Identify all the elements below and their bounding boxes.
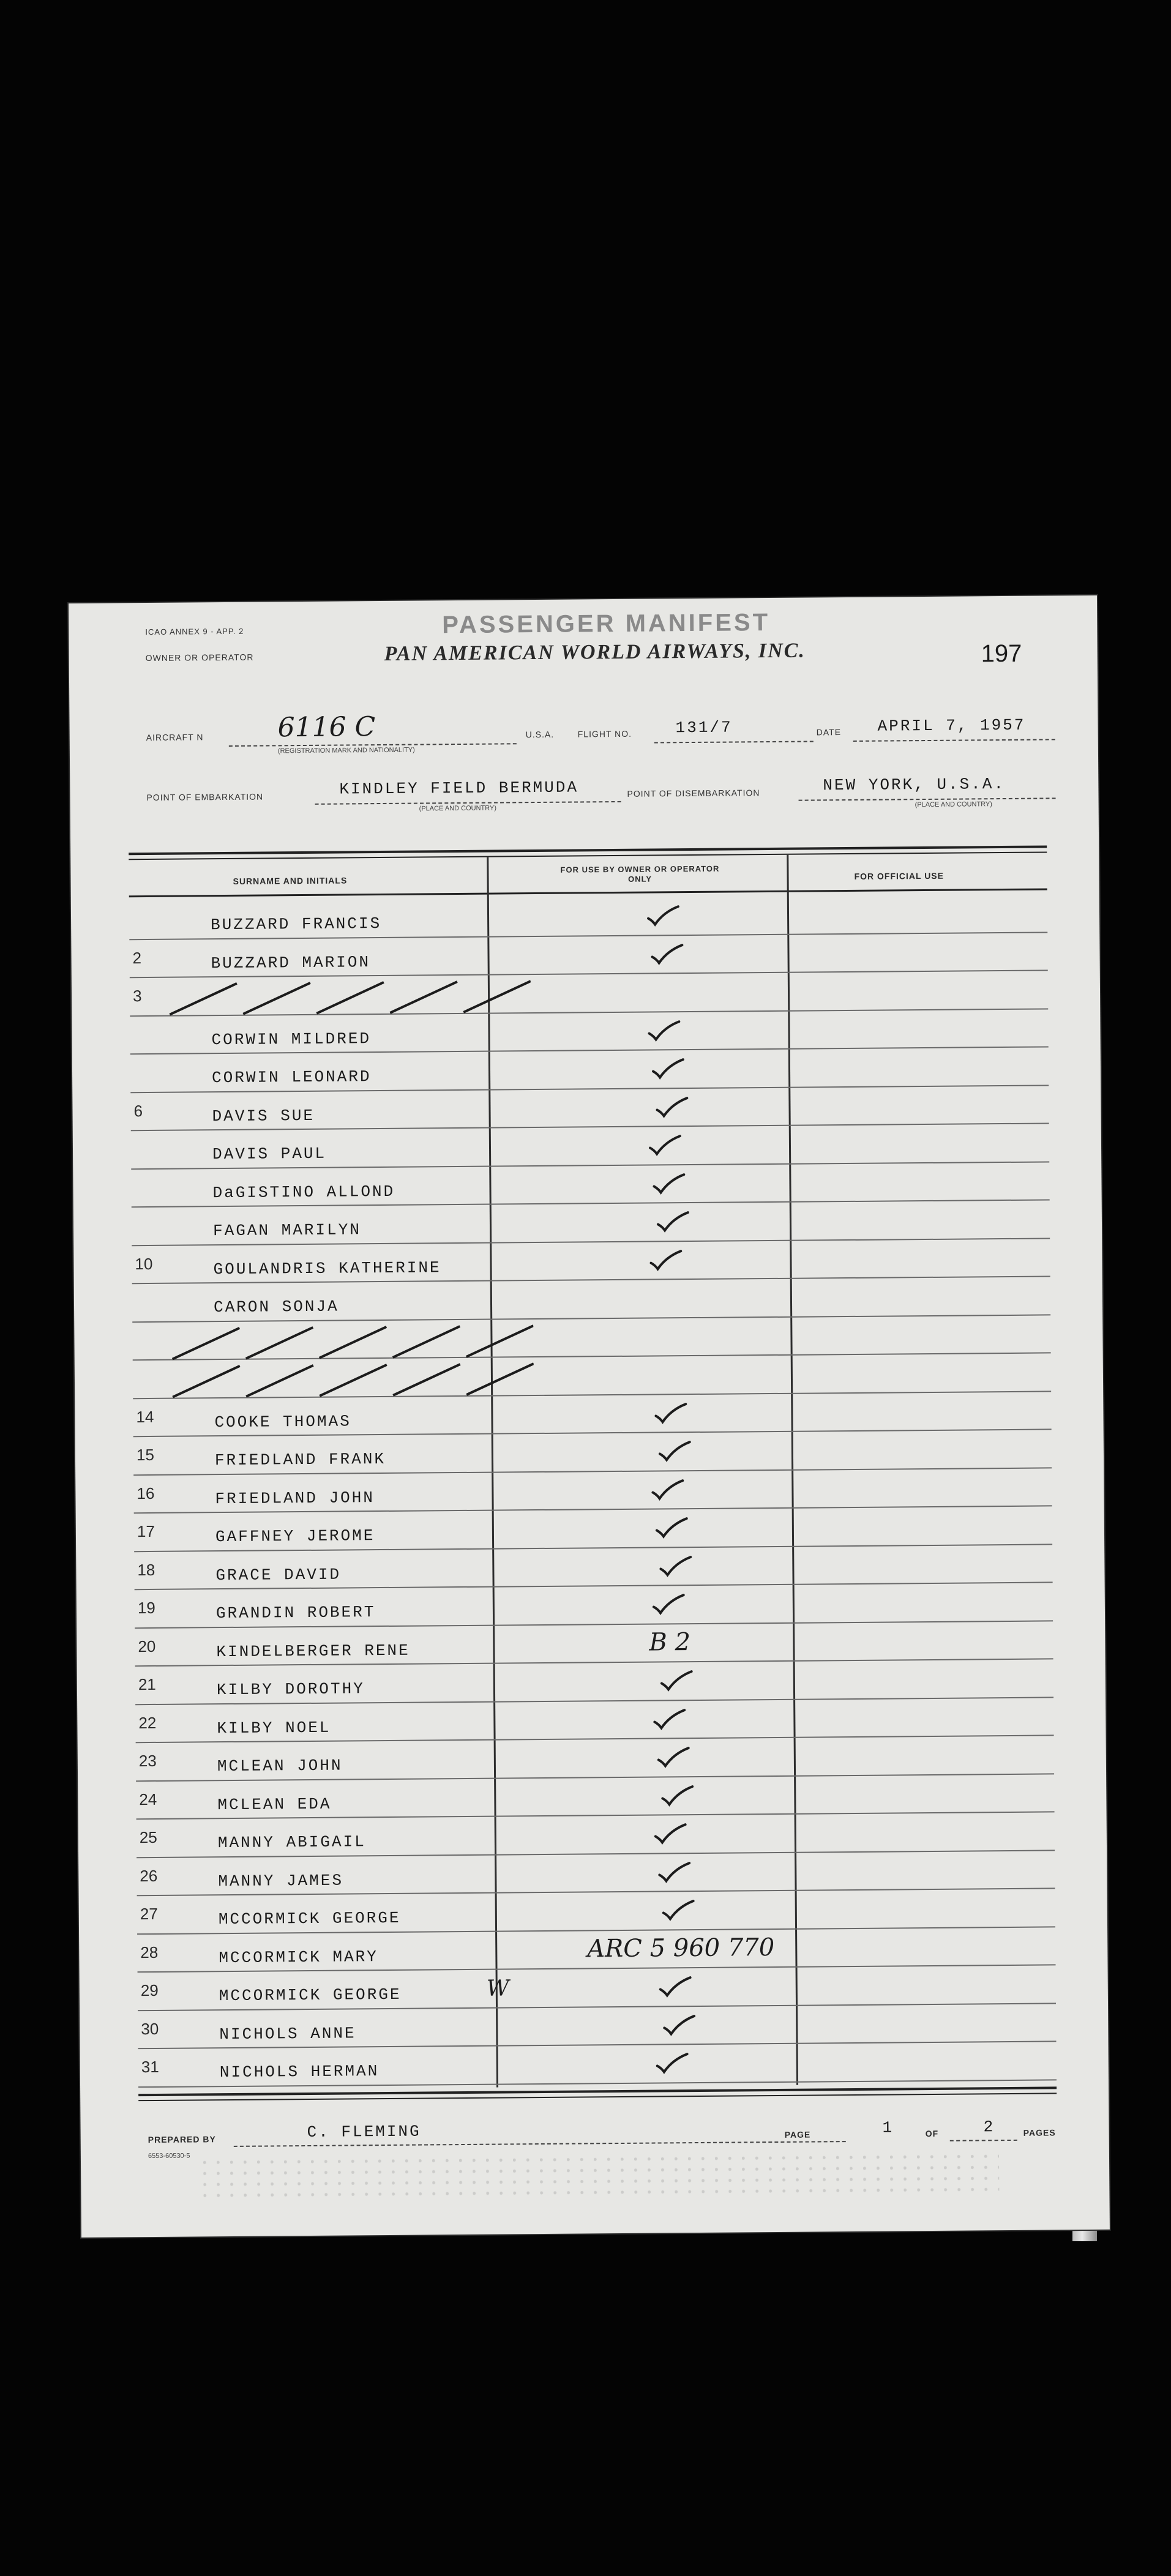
row-number: 28: [140, 1943, 159, 1962]
usa-label: U.S.A.: [525, 729, 555, 740]
prepared-by-label: PREPARED BY: [148, 2134, 216, 2145]
row-number: 3: [132, 987, 142, 1006]
passenger-name: BUZZARD FRANCIS: [211, 914, 382, 935]
page-stamp: 197: [981, 640, 1022, 668]
handwritten-note: ARC 5 960 770: [587, 1933, 775, 1963]
owner-value: PAN AMERICAN WORLD AIRWAYS, INC.: [384, 639, 806, 665]
owner-label: OWNER OR OPERATOR: [145, 652, 254, 663]
row-number: 14: [136, 1407, 154, 1426]
row-number: 30: [141, 2019, 159, 2038]
check-mark-icon: [659, 1976, 692, 1998]
check-mark-icon: [657, 1861, 690, 1883]
row-number: 24: [139, 1790, 157, 1809]
embarkation-label: POINT OF EMBARKATION: [146, 791, 264, 803]
check-mark-icon: [647, 1020, 680, 1042]
row-number: 17: [137, 1521, 155, 1541]
passenger-name: MCCORMICK MARY: [219, 1947, 378, 1967]
annex-code: ICAO ANNEX 9 - APP. 2: [145, 626, 244, 637]
check-mark-icon: [662, 1899, 695, 1921]
smudge-noise: [203, 2151, 1000, 2200]
row-number: 25: [139, 1827, 157, 1847]
passenger-name: KILBY NOEL: [217, 1718, 331, 1738]
check-mark-icon: [650, 943, 683, 965]
date-value: APRIL 7, 1957: [877, 715, 1026, 736]
column-header-owner-use: FOR USE BY OWNER OR OPERATOR ONLY: [560, 864, 720, 884]
of-label: OF: [925, 2128, 939, 2139]
row-number: 23: [138, 1751, 157, 1771]
passenger-name: KINDELBERGER RENE: [216, 1641, 410, 1661]
check-mark-icon: [651, 1479, 684, 1501]
strike-through-mark: [151, 975, 531, 1021]
embarkation-value: KINDLEY FIELD BERMUDA: [339, 778, 579, 799]
passenger-name: GOULANDRIS KATHERINE: [213, 1258, 441, 1279]
row-number: 21: [138, 1674, 156, 1694]
passenger-name: MCCORMICK GEORGE: [219, 1985, 402, 2006]
passenger-name: COOKE THOMAS: [214, 1411, 351, 1432]
flight-value: 131/7: [675, 718, 733, 737]
check-mark-icon: [655, 1517, 688, 1539]
handwritten-note: B 2: [649, 1627, 691, 1657]
passenger-name: BUZZARD MARION: [211, 952, 371, 973]
prepared-by-value: C. FLEMING: [307, 2122, 421, 2142]
check-mark-icon: [653, 1708, 686, 1730]
disembarkation-value: NEW YORK, U.S.A.: [823, 774, 1006, 795]
passenger-name: KILBY DOROTHY: [216, 1679, 365, 1700]
check-mark-icon: [660, 1670, 693, 1692]
form-code: 6553-60530-5: [148, 2152, 190, 2160]
passenger-name: CORWIN LEONARD: [211, 1067, 372, 1088]
passenger-name: MCLEAN JOHN: [217, 1756, 343, 1776]
row-number: 31: [141, 2057, 159, 2077]
row-number: 10: [135, 1254, 153, 1273]
passenger-name: CORWIN MILDRED: [211, 1029, 372, 1049]
row-number: 18: [137, 1560, 155, 1579]
check-mark-icon: [660, 1785, 694, 1807]
registration-caption: (REGISTRATION MARK AND NATIONALITY): [277, 746, 415, 755]
row-number: 26: [140, 1866, 158, 1885]
page-label: PAGE: [784, 2129, 811, 2140]
date-label: DATE: [816, 727, 842, 737]
check-mark-icon: [652, 1593, 685, 1615]
row-number: 16: [137, 1484, 155, 1503]
check-mark-icon: [652, 1173, 685, 1195]
passenger-name: GRANDIN ROBERT: [215, 1603, 376, 1623]
aircraft-value: 6116 C: [277, 711, 376, 744]
check-mark-icon: [648, 1134, 681, 1156]
passenger-name: DAVIS PAUL: [212, 1144, 327, 1164]
row-number: 20: [138, 1637, 156, 1656]
row-number: 27: [140, 1904, 158, 1924]
passenger-name: DaGISTINO ALLOND: [212, 1182, 395, 1202]
passenger-name: MCCORMICK GEORGE: [218, 1908, 401, 1929]
check-mark-icon: [655, 1096, 688, 1118]
disembarkation-label: POINT OF DISEMBARKATION: [627, 788, 760, 799]
passenger-name: CARON SONJA: [213, 1297, 339, 1317]
column-header-official-use: FOR OFFICIAL USE: [854, 870, 945, 881]
passenger-name: FRIEDLAND FRANK: [214, 1449, 386, 1470]
passenger-name: GRACE DAVID: [215, 1565, 342, 1585]
place-caption-embark: (PLACE AND COUNTRY): [419, 804, 497, 813]
row-number: 6: [133, 1101, 143, 1120]
passenger-name: FAGAN MARILYN: [212, 1220, 362, 1241]
check-mark-icon: [657, 1746, 690, 1768]
flight-label: FLIGHT NO.: [577, 728, 632, 739]
check-mark-icon: [656, 2052, 689, 2074]
form-title: PASSENGER MANIFEST: [442, 609, 771, 639]
check-mark-icon: [651, 1058, 684, 1080]
passenger-name: NICHOLS ANNE: [219, 2023, 356, 2044]
check-mark-icon: [654, 1823, 687, 1845]
page-number: 1: [882, 2118, 894, 2137]
passenger-name: NICHOLS HERMAN: [219, 2062, 380, 2082]
total-pages: 2: [983, 2118, 995, 2137]
check-mark-icon: [649, 1249, 682, 1271]
pages-label: PAGES: [1023, 2127, 1056, 2138]
row-number: 29: [140, 1981, 159, 2000]
row-number: 22: [138, 1713, 157, 1732]
header-bottom-rule: [129, 888, 1047, 897]
check-mark-icon: [662, 2014, 695, 2036]
passenger-name: MCLEAN EDA: [217, 1794, 332, 1814]
place-caption-disembark: (PLACE AND COUNTRY): [915, 801, 992, 809]
passenger-name: DAVIS SUE: [212, 1106, 315, 1126]
row-number: 15: [136, 1445, 154, 1465]
passenger-manifest-page: [69, 595, 1110, 2238]
check-mark-icon: [646, 905, 679, 927]
strike-through-mark: [154, 1357, 534, 1403]
check-mark-icon: [658, 1440, 691, 1462]
check-mark-icon: [654, 1402, 687, 1424]
check-mark-icon: [659, 1555, 692, 1577]
row-number: 19: [137, 1598, 155, 1618]
passenger-name: GAFFNEY JEROME: [215, 1526, 375, 1547]
column-header-names: SURNAME AND INITIALS: [233, 875, 348, 886]
row-number: 2: [132, 948, 142, 967]
passenger-name: MANNY ABIGAIL: [217, 1832, 366, 1853]
handwritten-mark: W: [486, 1976, 509, 2001]
passenger-name: FRIEDLAND JOHN: [215, 1488, 375, 1508]
passenger-name: MANNY JAMES: [218, 1871, 344, 1891]
aircraft-label: AIRCRAFT N: [146, 732, 204, 743]
check-mark-icon: [656, 1211, 689, 1233]
